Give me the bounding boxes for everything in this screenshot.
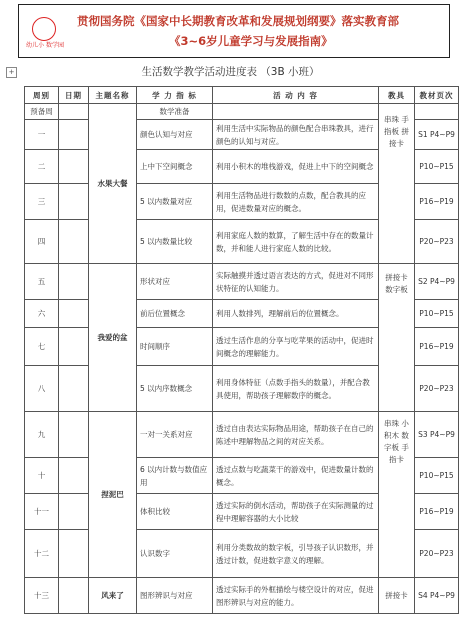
- indicator-cell: 上中下空间概念: [137, 150, 213, 184]
- column-header: 周别: [25, 87, 59, 104]
- indicator-cell: 形状对应: [137, 264, 213, 300]
- header-title-line1: 贯彻国务院《国家中长期教育改革和发展规划纲要》落实教育部: [77, 14, 399, 28]
- date-cell: [59, 366, 89, 412]
- week-cell: 十二: [25, 530, 59, 578]
- date-cell: [59, 578, 89, 614]
- pages-cell: P16~P19: [415, 494, 459, 530]
- header-banner: [18, 4, 450, 58]
- week-cell: 十一: [25, 494, 59, 530]
- pages-cell: S4 P4~P9: [415, 578, 459, 614]
- date-cell: [59, 328, 89, 366]
- indicator-cell: 体积比较: [137, 494, 213, 530]
- week-cell: 十三: [25, 578, 59, 614]
- indicator-cell: 图形辨识与对应: [137, 578, 213, 614]
- activity-cell: 利用分类数故的数字板，引导孩子认识数形，并透过计数，促进数字意义的理解。: [213, 530, 379, 578]
- smiley-logo-icon: [32, 17, 56, 41]
- week-cell: 十: [25, 458, 59, 494]
- logo: [23, 9, 65, 51]
- table-row: [25, 578, 459, 614]
- logo-text: 幼儿小 数学园: [26, 42, 64, 49]
- activity-cell: 透过点数与吃蔬菜干的游戏中，促进数量计数的概念。: [213, 458, 379, 494]
- pages-cell: P20~P23: [415, 366, 459, 412]
- indicator-cell: 5 以内数量比较: [137, 220, 213, 264]
- pages-cell: P10~P15: [415, 150, 459, 184]
- week-cell: 四: [25, 220, 59, 264]
- tool-cell: 拼接卡: [379, 578, 415, 614]
- table-move-handle-icon[interactable]: +: [6, 67, 17, 78]
- indicator-cell: 认识数字: [137, 530, 213, 578]
- date-cell: [59, 300, 89, 328]
- indicator-cell: 5 以内数量对应: [137, 184, 213, 220]
- theme-cell: 风来了: [89, 578, 137, 614]
- pages-cell: S2 P4~P9: [415, 264, 459, 300]
- date-cell: [59, 494, 89, 530]
- date-cell: [59, 458, 89, 494]
- indicator-cell: 时间顺序: [137, 328, 213, 366]
- indicator-cell: 一对一关系对应: [137, 412, 213, 458]
- pages-cell: P16~P19: [415, 328, 459, 366]
- activity-cell: 透过自由表达实际物品用途，帮助孩子在自己的陈述中理解物品之间的对应关系。: [213, 412, 379, 458]
- indicator-cell: 6 以内计数与数值应用: [137, 458, 213, 494]
- week-cell: 六: [25, 300, 59, 328]
- column-header: 教材页次: [415, 87, 459, 104]
- theme-cell: 我爱的盆: [89, 264, 137, 412]
- column-header: 教具: [379, 87, 415, 104]
- activity-cell: 透过实际的倒水活动，帮助孩子在实际测量的过程中理解容器的大小比较: [213, 494, 379, 530]
- activity-cell: 透过生活作息的分享与吃苹果的活动中，促进时间概念的理解能力。: [213, 328, 379, 366]
- week-cell: 三: [25, 184, 59, 220]
- date-cell: [59, 412, 89, 458]
- tool-cell: 串珠 小积木 数字板 手指卡: [379, 412, 415, 578]
- week-cell: 九: [25, 412, 59, 458]
- activity-cell: 利用人数排列，理解前后的位置概念。: [213, 300, 379, 328]
- week-cell: 一: [25, 120, 59, 150]
- activity-cell: 利用生活物品进行数数的点数，配合教具的应用，促进数量对应的概念。: [213, 184, 379, 220]
- tool-cell: 串珠 手指板 拼接卡: [379, 104, 415, 264]
- theme-cell: 捏泥巴: [89, 412, 137, 578]
- week-cell: 二: [25, 150, 59, 184]
- activity-cell: 利用生活中实际物品的颜色配合串珠教具，进行颜色的认知与对应。: [213, 120, 379, 150]
- pages-cell: P10~P15: [415, 458, 459, 494]
- date-cell: [59, 150, 89, 184]
- date-cell: [59, 530, 89, 578]
- pages-cell: [415, 104, 459, 120]
- pages-cell: P10~P15: [415, 300, 459, 328]
- table-title: 生活数学教学活动进度表 （3B 小班）: [141, 66, 320, 78]
- activity-cell: 利用小积木的堆栈游戏，促进上中下的空间概念: [213, 150, 379, 184]
- tool-cell: 拼接卡 数字板: [379, 264, 415, 412]
- header-title-line2: 《3~6岁儿童学习与发展指南》: [169, 34, 333, 48]
- pages-cell: S1 P4~P9: [415, 120, 459, 150]
- activity-cell: 透过实际手的外框描绘与楼空设计的对应，促进图形辨识与对应的能力。: [213, 578, 379, 614]
- date-cell: [59, 184, 89, 220]
- week-cell: 五: [25, 264, 59, 300]
- indicator-cell: 5 以内序数概念: [137, 366, 213, 412]
- indicator-cell: 数学准备: [137, 104, 213, 120]
- activity-cell: 利用身体特征（点数手指头的数量），并配合教具使用，帮助孩子理解数序的概念。: [213, 366, 379, 412]
- table-row: [25, 264, 459, 300]
- activity-cell: [213, 104, 379, 120]
- table-row: [25, 412, 459, 458]
- pages-cell: P20~P23: [415, 220, 459, 264]
- date-cell: [59, 264, 89, 300]
- column-header: 活 动 内 容: [213, 87, 379, 104]
- column-header: 主题名称: [89, 87, 137, 104]
- date-cell: [59, 120, 89, 150]
- schedule-table: [24, 86, 459, 614]
- week-cell: 八: [25, 366, 59, 412]
- week-cell: 预备周: [25, 104, 59, 120]
- date-cell: [59, 220, 89, 264]
- pages-cell: P16~P19: [415, 184, 459, 220]
- week-cell: 七: [25, 328, 59, 366]
- indicator-cell: 颜色认知与对应: [137, 120, 213, 150]
- theme-cell: 水果大餐: [89, 104, 137, 264]
- activity-cell: 实际触摸并透过语言表达的方式，促进对不同形状特征的认知能力。: [213, 264, 379, 300]
- table-row: [25, 104, 459, 120]
- table-header-row: [25, 87, 459, 104]
- pages-cell: S3 P4~P9: [415, 412, 459, 458]
- pages-cell: P20~P23: [415, 530, 459, 578]
- indicator-cell: 前后位置概念: [137, 300, 213, 328]
- activity-cell: 利用家庭人数的数算，了解生活中存在的数量计数，并和能人进行家庭人数的比较。: [213, 220, 379, 264]
- column-header: 日期: [59, 87, 89, 104]
- column-header: 学 力 指 标: [137, 87, 213, 104]
- date-cell: [59, 104, 89, 120]
